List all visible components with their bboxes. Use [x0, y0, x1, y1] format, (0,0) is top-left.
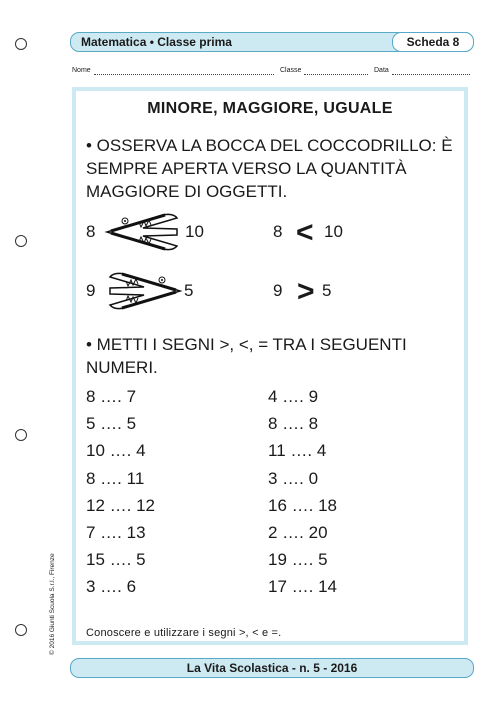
crocodile-open-left-icon [104, 271, 184, 311]
example-a-left: 8 [86, 222, 96, 241]
date-label: Data [374, 67, 389, 74]
exercise-item[interactable]: 11 …. 4 [268, 441, 327, 460]
example-b-right: 10 [324, 222, 343, 241]
date-line[interactable] [392, 74, 470, 75]
greater-than-symbol: > [297, 275, 315, 308]
name-line[interactable] [94, 74, 274, 75]
class-label: Classe [280, 67, 302, 74]
example-b-left: 8 [273, 222, 283, 241]
crocodile-open-right-icon [103, 212, 183, 252]
exercise-item[interactable]: 15 …. 5 [86, 550, 146, 569]
binder-hole-2 [15, 235, 27, 247]
name-label: Nome [72, 67, 91, 74]
instruction-observe: • OSSERVA LA BOCCA DEL COCCODRILLO: È SEMPRE APERTA VERSO LA QUANTITÀ MAGGIORE DI OGGETTI. [86, 136, 453, 201]
example-a-right: 10 [185, 222, 204, 241]
exercise-item[interactable]: 5 …. 5 [86, 414, 137, 433]
example-c-left: 9 [86, 281, 96, 300]
exercise-item[interactable]: 7 …. 13 [86, 523, 146, 542]
class-line[interactable] [304, 74, 368, 75]
footer-bar: La Vita Scolastica - n. 5 - 2016 [70, 658, 474, 678]
less-than-symbol: < [296, 216, 314, 249]
exercise-item[interactable]: 16 …. 18 [268, 496, 337, 515]
copyright-notice: © 2016 Giunti Scuola S.r.l., Firenze [49, 553, 56, 655]
exercise-item[interactable]: 8 …. 8 [268, 414, 319, 433]
page-title: MINORE, MAGGIORE, UGUALE [147, 100, 393, 117]
exercise-item[interactable]: 17 …. 14 [268, 577, 337, 596]
exercise-item[interactable]: 3 …. 6 [86, 577, 137, 596]
exercise-item[interactable]: 19 …. 5 [268, 550, 328, 569]
binder-hole-4 [15, 624, 27, 636]
exercise-item[interactable]: 12 …. 12 [86, 496, 155, 515]
exercise-item[interactable]: 4 …. 9 [268, 387, 319, 406]
exercise-item[interactable]: 3 …. 0 [268, 469, 319, 488]
example-d-right: 5 [322, 281, 332, 300]
learning-objective: Conoscere e utilizzare i segni >, < e =. [86, 627, 282, 639]
exercise-item[interactable]: 2 …. 20 [268, 523, 328, 542]
exercise-item[interactable]: 8 …. 7 [86, 387, 137, 406]
binder-hole-1 [15, 38, 27, 50]
binder-hole-3 [15, 429, 27, 441]
subject-label: Matematica • Classe prima [81, 35, 232, 49]
example-c-right: 5 [184, 281, 194, 300]
header-bar [70, 32, 474, 52]
instruction-signs: • METTI I SEGNI >, <, = TRA I SEGUENTI NUMERI. [86, 335, 407, 377]
exercise-item[interactable]: 8 …. 11 [86, 469, 145, 488]
exercise-item[interactable]: 10 …. 4 [86, 441, 146, 460]
example-d-left: 9 [273, 281, 283, 300]
sheet-number: Scheda 8 [392, 32, 474, 52]
